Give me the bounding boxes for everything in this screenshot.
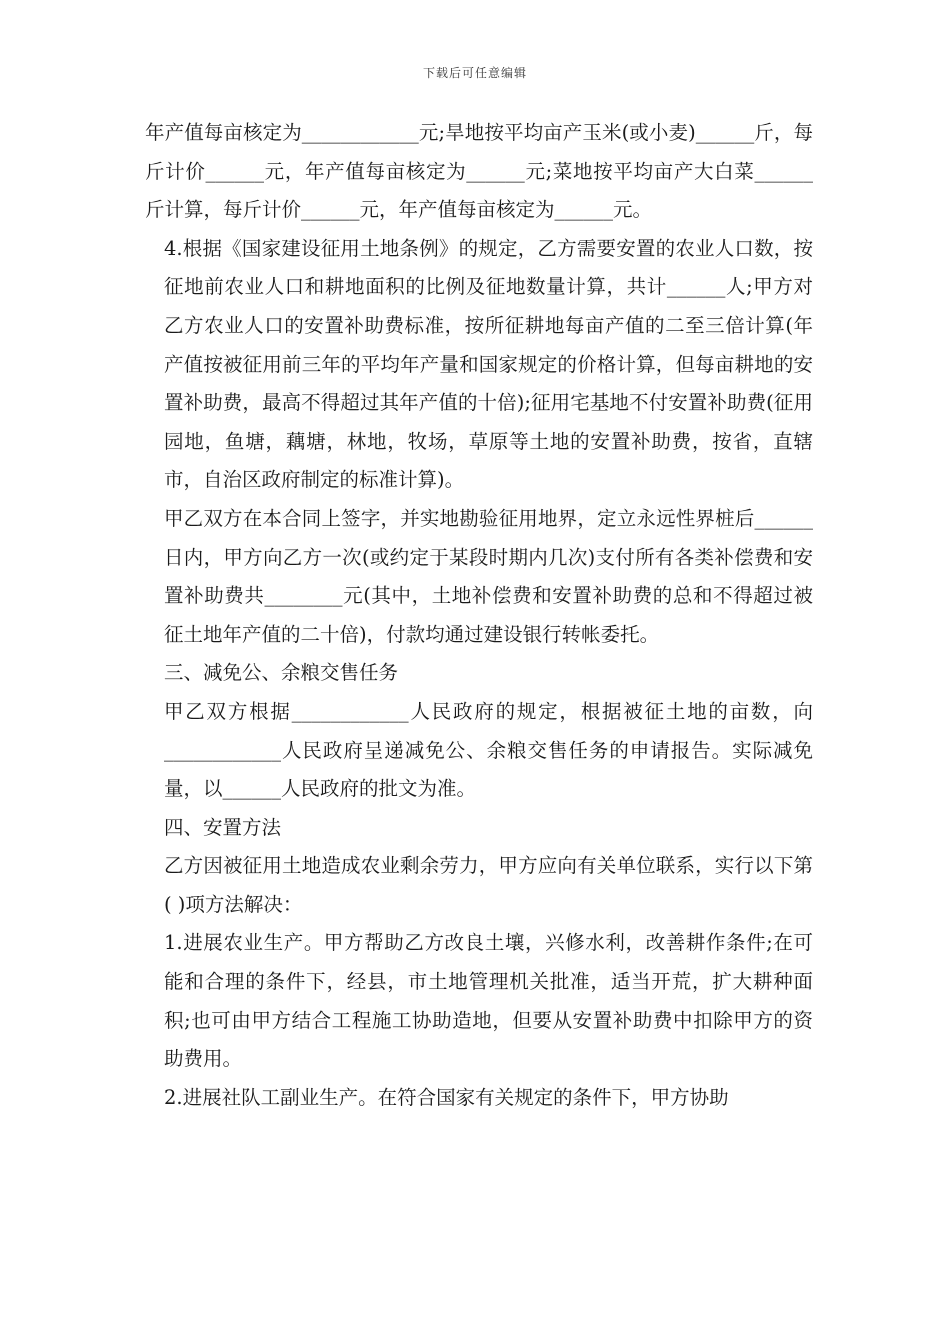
paragraph-resettlement-subsidy: 4.根据《国家建设征用土地条例》的规定，乙方需要安置的农业人口数，按征地前农业人口和耕地面积的比例及征地数量计算，共计______人;甲方对乙方农业人口的安置补助费标准，按所征耕地每亩产值的二至三倍计算(年产值按被征用前三年的平均年产量和国家规定的价格计算，但每亩耕地的安置补助费，最高不得超过其年产值的十倍);征用宅基地不付安置补助费(征用园地，鱼塘，藕塘，林地，牧场，草原等土地的安置补助费，按省，直辖市，自治区政府制定的标准计算)。 xyxy=(164,236,813,492)
paragraph-grain-reduction: 甲乙双方根据____________人民政府的规定，根据被征土地的亩数，向____________人民政府呈递减免公、余粮交售任务的申请报告。实际减免量，以______人民政府的批文为准。 xyxy=(164,699,813,801)
section-heading-resettlement: 四、安置方法 xyxy=(164,815,282,839)
paragraph-dryland-values: 年产值每亩核定为____________元;旱地按平均亩产玉米(或小麦)______斤，每斤计价______元，年产值每亩核定为______元;菜地按平均亩产大白菜______斤计算，每斤计价______元，年产值每亩核定为______元。 xyxy=(145,121,813,222)
section-heading-grain-tasks: 三、减免公、余粮交售任务 xyxy=(164,661,399,685)
page-header: 下载后可任意编辑 xyxy=(422,66,527,80)
document-body xyxy=(145,114,813,1117)
paragraph-surplus-labor: 乙方因被征用土地造成农业剩余劳力，甲方应向有关单位联系，实行以下第( )项方法解决： xyxy=(164,854,813,916)
paragraph-agriculture-development: 1.进展农业生产。甲方帮助乙方改良土壤，兴修水利，改善耕作条件;在可能和合理的条件下，经县，市土地管理机关批准，适当开荒，扩大耕种面积;也可由甲方结合工程施工协助造地，但要从安置补助费中扣除甲方的资助费用。 xyxy=(164,931,813,1071)
paragraph-payment-terms: 甲乙双方在本合同上签字，并实地勘验征用地界，定立永远性界桩后______日内，甲方向乙方一次(或约定于某段时期内几次)支付所有各类补偿费和安置补助费共________元(其中，土地补偿费和安置补助费的总和不得超过被征土地年产值的二十倍)，付款均通过建设银行转帐委托。 xyxy=(164,506,813,646)
paragraph-sideline-production: 2.进展社队工副业生产。在符合国家有关规定的条件下，甲方协助 xyxy=(164,1085,729,1109)
